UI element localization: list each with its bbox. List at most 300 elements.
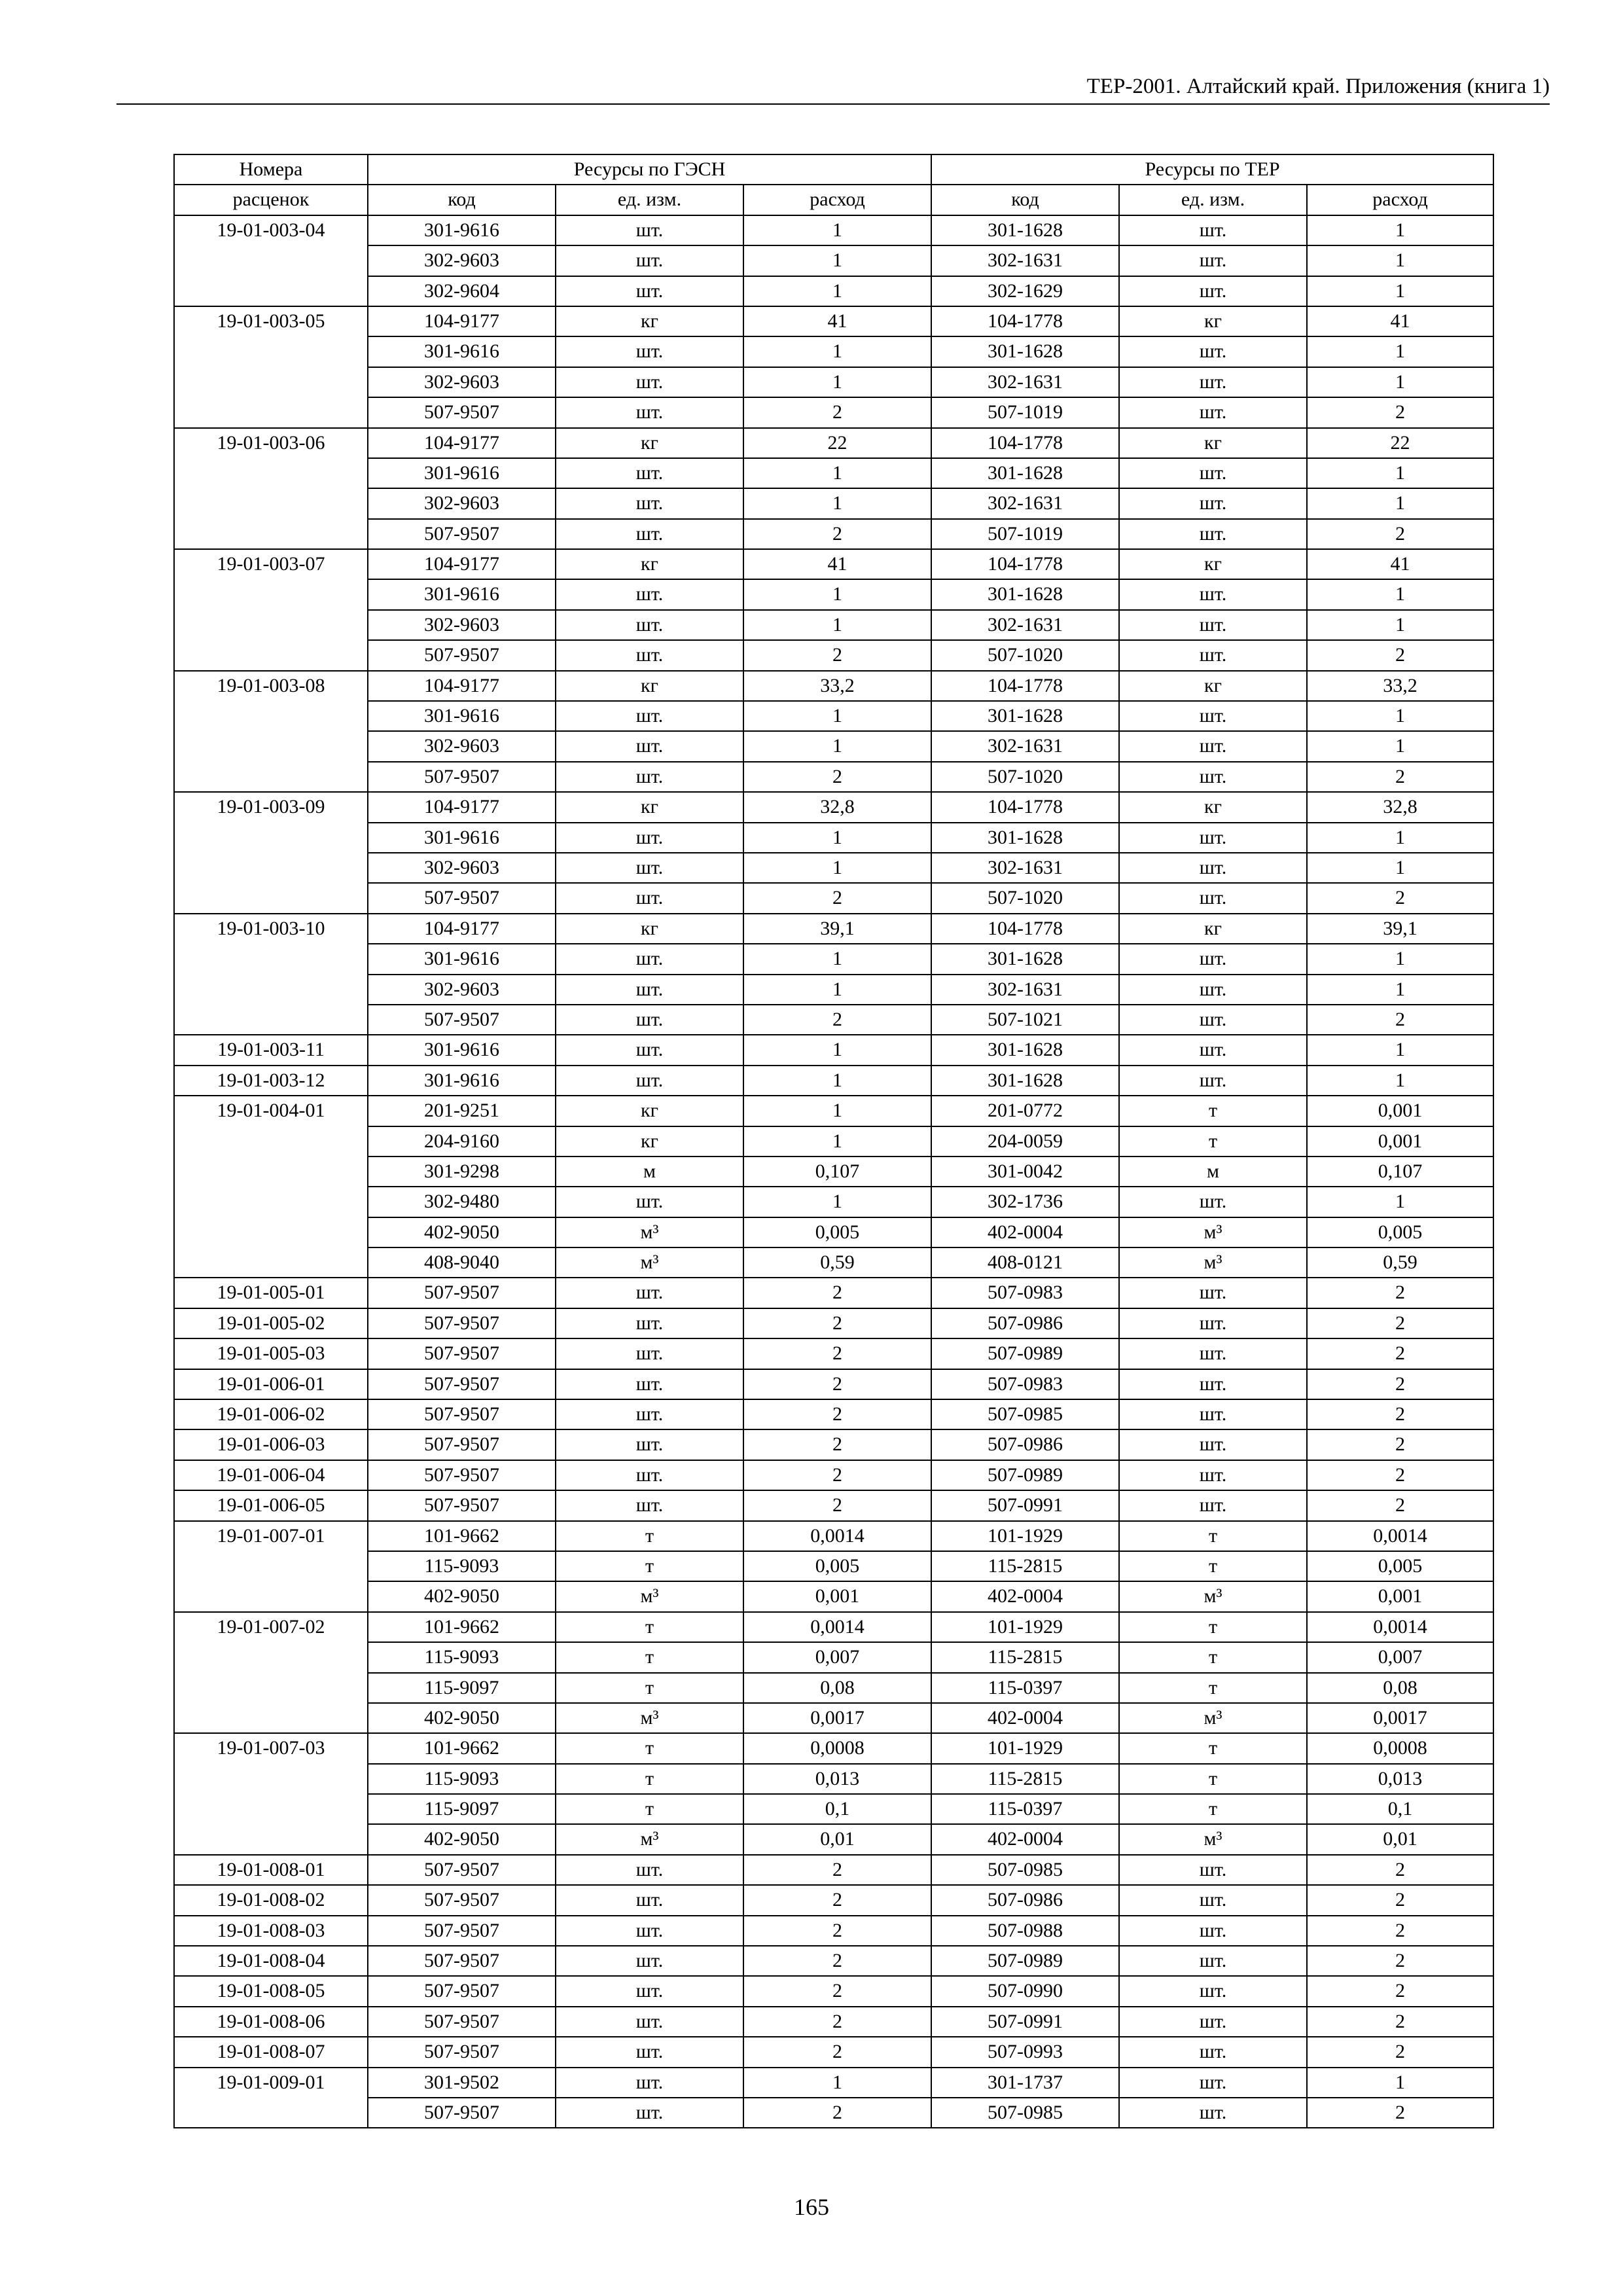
ter-code-cell: 301-1628 xyxy=(931,1035,1119,1065)
ter-qty-cell: 22 xyxy=(1307,428,1493,458)
table-row xyxy=(174,276,1493,306)
gesn-qty-cell: 2 xyxy=(743,762,931,792)
table-row xyxy=(174,883,1493,913)
table-row xyxy=(174,2007,1493,2037)
ter-code-cell: 115-0397 xyxy=(931,1794,1119,1824)
ter-unit-cell: т xyxy=(1119,1733,1307,1763)
ter-unit-cell: шт. xyxy=(1119,975,1307,1005)
ter-code-cell: 301-1628 xyxy=(931,215,1119,245)
rate-number-cell: 19-01-003-05 xyxy=(174,306,368,428)
rate-number-cell: 19-01-005-03 xyxy=(174,1338,368,1369)
gesn-qty-cell: 2 xyxy=(743,397,931,427)
ter-code-cell: 301-1737 xyxy=(931,2068,1119,2098)
ter-qty-cell: 1 xyxy=(1307,245,1493,276)
header-row-2 xyxy=(174,185,1493,215)
gesn-unit-cell: шт. xyxy=(556,1308,743,1338)
gesn-qty-cell: 1 xyxy=(743,276,931,306)
table-body xyxy=(174,215,1493,2128)
ter-qty-cell: 1 xyxy=(1307,731,1493,761)
ter-qty-cell: 1 xyxy=(1307,336,1493,367)
ter-code-cell: 301-1628 xyxy=(931,944,1119,974)
gesn-unit-cell: шт. xyxy=(556,731,743,761)
ter-unit-cell: шт. xyxy=(1119,276,1307,306)
ter-qty-cell: 1 xyxy=(1307,579,1493,609)
table-row xyxy=(174,1612,1493,1642)
gesn-qty-cell: 2 xyxy=(743,1855,931,1885)
ter-qty-cell: 32,8 xyxy=(1307,792,1493,822)
ter-qty-cell: 1 xyxy=(1307,944,1493,974)
ter-unit-header: ед. изм. xyxy=(1119,185,1307,215)
ter-code-cell: 408-0121 xyxy=(931,1247,1119,1278)
gesn-qty-cell: 2 xyxy=(743,1916,931,1946)
gesn-qty-cell: 2 xyxy=(743,1369,931,1399)
gesn-qty-cell: 41 xyxy=(743,306,931,336)
header-row-1 xyxy=(174,154,1493,185)
ter-code-cell: 507-1020 xyxy=(931,640,1119,670)
ter-unit-cell: шт. xyxy=(1119,1460,1307,1490)
gesn-unit-cell: кг xyxy=(556,671,743,701)
gesn-code-cell: 302-9603 xyxy=(368,853,556,883)
ter-code-cell: 507-1020 xyxy=(931,883,1119,913)
ter-code-cell: 507-0985 xyxy=(931,1855,1119,1885)
gesn-code-cell: 507-9507 xyxy=(368,1946,556,1976)
rate-number-cell: 19-01-003-09 xyxy=(174,792,368,914)
gesn-unit-cell: шт. xyxy=(556,1490,743,1520)
ter-code-cell: 302-1629 xyxy=(931,276,1119,306)
ter-code-cell: 507-0986 xyxy=(931,1308,1119,1338)
ter-code-cell: 507-1021 xyxy=(931,1005,1119,1035)
ter-qty-cell: 2 xyxy=(1307,1460,1493,1490)
gesn-unit-cell: шт. xyxy=(556,1976,743,2006)
gesn-unit-cell: шт. xyxy=(556,1885,743,1915)
ter-unit-cell: шт. xyxy=(1119,883,1307,913)
ter-code-cell: 104-1778 xyxy=(931,549,1119,579)
gesn-code-cell: 302-9603 xyxy=(368,610,556,640)
table-row xyxy=(174,762,1493,792)
gesn-code-cell: 115-9093 xyxy=(368,1764,556,1794)
table-row xyxy=(174,2098,1493,2128)
gesn-qty-cell: 1 xyxy=(743,215,931,245)
gesn-unit-cell: кг xyxy=(556,1096,743,1126)
gesn-code-cell: 115-9093 xyxy=(368,1642,556,1672)
ter-qty-cell: 0,08 xyxy=(1307,1673,1493,1703)
gesn-code-cell: 402-9050 xyxy=(368,1703,556,1733)
gesn-qty-cell: 1 xyxy=(743,944,931,974)
table-row xyxy=(174,519,1493,549)
gesn-code-cell: 301-9616 xyxy=(368,579,556,609)
table-row xyxy=(174,549,1493,579)
gesn-qty-cell: 0,59 xyxy=(743,1247,931,1278)
ter-code-cell: 302-1631 xyxy=(931,245,1119,276)
gesn-unit-cell: шт. xyxy=(556,640,743,670)
ter-code-cell: 302-1736 xyxy=(931,1187,1119,1217)
gesn-code-cell: 507-9507 xyxy=(368,1369,556,1399)
ter-unit-cell: шт. xyxy=(1119,488,1307,518)
gesn-unit-cell: шт. xyxy=(556,823,743,853)
gesn-unit-cell: м³ xyxy=(556,1581,743,1611)
rate-number-cell: 19-01-003-06 xyxy=(174,428,368,550)
gesn-code-cell: 104-9177 xyxy=(368,549,556,579)
gesn-code-cell: 507-9507 xyxy=(368,1490,556,1520)
ter-code-cell: 101-1929 xyxy=(931,1521,1119,1551)
ter-qty-cell: 0,001 xyxy=(1307,1126,1493,1157)
ter-qty-cell: 2 xyxy=(1307,883,1493,913)
ter-code-cell: 115-0397 xyxy=(931,1673,1119,1703)
gesn-qty-cell: 2 xyxy=(743,1338,931,1369)
table-row xyxy=(174,1460,1493,1490)
table-row xyxy=(174,1521,1493,1551)
ter-code-cell: 301-1628 xyxy=(931,1066,1119,1096)
ter-unit-cell: кг xyxy=(1119,792,1307,822)
rate-number-cell: 19-01-008-07 xyxy=(174,2037,368,2067)
gesn-code-cell: 507-9507 xyxy=(368,519,556,549)
gesn-qty-cell: 1 xyxy=(743,701,931,731)
ter-code-cell: 104-1778 xyxy=(931,792,1119,822)
gesn-qty-cell: 2 xyxy=(743,1278,931,1308)
gesn-qty-cell: 1 xyxy=(743,245,931,276)
table-row xyxy=(174,458,1493,488)
ter-qty-header: расход xyxy=(1307,185,1493,215)
ter-qty-cell: 1 xyxy=(1307,1066,1493,1096)
gesn-qty-cell: 2 xyxy=(743,640,931,670)
table-row xyxy=(174,1399,1493,1429)
ter-qty-cell: 39,1 xyxy=(1307,914,1493,944)
ter-unit-cell: шт. xyxy=(1119,762,1307,792)
gesn-unit-cell: шт. xyxy=(556,2068,743,2098)
table-row xyxy=(174,1916,1493,1946)
gesn-unit-cell: шт. xyxy=(556,975,743,1005)
ter-unit-cell: кг xyxy=(1119,914,1307,944)
ter-unit-cell: кг xyxy=(1119,549,1307,579)
ter-qty-cell: 2 xyxy=(1307,762,1493,792)
ter-unit-cell: шт. xyxy=(1119,944,1307,974)
ter-unit-cell: шт. xyxy=(1119,701,1307,731)
ter-code-cell: 301-1628 xyxy=(931,458,1119,488)
gesn-code-cell: 507-9507 xyxy=(368,1005,556,1035)
ter-code-cell: 507-1019 xyxy=(931,519,1119,549)
table-row xyxy=(174,1278,1493,1308)
ter-unit-cell: шт. xyxy=(1119,1338,1307,1369)
gesn-unit-cell: т xyxy=(556,1673,743,1703)
gesn-qty-cell: 0,005 xyxy=(743,1551,931,1581)
gesn-unit-cell: шт. xyxy=(556,2007,743,2037)
ter-unit-cell: шт. xyxy=(1119,1066,1307,1096)
gesn-unit-cell: шт. xyxy=(556,1855,743,1885)
ter-unit-cell: шт. xyxy=(1119,2007,1307,2037)
table-row xyxy=(174,944,1493,974)
ter-unit-cell: шт. xyxy=(1119,1916,1307,1946)
table-row xyxy=(174,853,1493,883)
gesn-unit-cell: т xyxy=(556,1521,743,1551)
gesn-code-cell: 104-9177 xyxy=(368,306,556,336)
ter-qty-cell: 2 xyxy=(1307,1976,1493,2006)
table-row xyxy=(174,671,1493,701)
ter-qty-cell: 0,0008 xyxy=(1307,1733,1493,1763)
table-row xyxy=(174,245,1493,276)
ter-qty-cell: 1 xyxy=(1307,853,1493,883)
ter-unit-cell: шт. xyxy=(1119,458,1307,488)
ter-qty-cell: 1 xyxy=(1307,1035,1493,1065)
ter-unit-cell: т xyxy=(1119,1612,1307,1642)
ter-qty-cell: 1 xyxy=(1307,215,1493,245)
ter-unit-cell: шт. xyxy=(1119,610,1307,640)
gesn-qty-cell: 2 xyxy=(743,883,931,913)
gesn-qty-cell: 0,107 xyxy=(743,1157,931,1187)
gesn-code-cell: 408-9040 xyxy=(368,1247,556,1278)
table-row xyxy=(174,1187,1493,1217)
gesn-qty-cell: 0,08 xyxy=(743,1673,931,1703)
gesn-qty-cell: 1 xyxy=(743,336,931,367)
table-row xyxy=(174,2068,1493,2098)
ter-code-cell: 101-1929 xyxy=(931,1612,1119,1642)
gesn-unit-cell: шт. xyxy=(556,245,743,276)
ter-unit-cell: шт. xyxy=(1119,519,1307,549)
ter-unit-cell: шт. xyxy=(1119,1035,1307,1065)
gesn-code-cell: 507-9507 xyxy=(368,1338,556,1369)
table-row xyxy=(174,1096,1493,1126)
gesn-code-cell: 301-9616 xyxy=(368,1035,556,1065)
gesn-qty-cell: 0,0014 xyxy=(743,1612,931,1642)
ter-unit-cell: шт. xyxy=(1119,397,1307,427)
gesn-qty-cell: 1 xyxy=(743,488,931,518)
ter-qty-cell: 2 xyxy=(1307,519,1493,549)
ter-qty-cell: 0,0014 xyxy=(1307,1521,1493,1551)
gesn-unit-cell: т xyxy=(556,1764,743,1794)
ter-qty-cell: 2 xyxy=(1307,2098,1493,2128)
ter-code-cell: 507-0986 xyxy=(931,1885,1119,1915)
ter-qty-cell: 2 xyxy=(1307,1429,1493,1460)
gesn-qty-cell: 1 xyxy=(743,579,931,609)
table-row xyxy=(174,1369,1493,1399)
ter-qty-cell: 0,013 xyxy=(1307,1764,1493,1794)
ter-qty-cell: 0,0017 xyxy=(1307,1703,1493,1733)
ter-qty-cell: 1 xyxy=(1307,276,1493,306)
table-row xyxy=(174,1066,1493,1096)
gesn-unit-cell: шт. xyxy=(556,1187,743,1217)
ter-qty-cell: 1 xyxy=(1307,2068,1493,2098)
table-row xyxy=(174,1217,1493,1247)
gesn-qty-cell: 2 xyxy=(743,519,931,549)
gesn-qty-cell: 0,0014 xyxy=(743,1521,931,1551)
ter-unit-cell: м³ xyxy=(1119,1581,1307,1611)
ter-qty-cell: 2 xyxy=(1307,1490,1493,1520)
header-rule xyxy=(116,103,1550,105)
ter-qty-cell: 0,005 xyxy=(1307,1551,1493,1581)
gesn-qty-cell: 2 xyxy=(743,1490,931,1520)
gesn-code-cell: 302-9603 xyxy=(368,975,556,1005)
ter-qty-cell: 2 xyxy=(1307,1308,1493,1338)
ter-code-cell: 302-1631 xyxy=(931,610,1119,640)
gesn-unit-cell: шт. xyxy=(556,519,743,549)
rate-number-cell: 19-01-008-06 xyxy=(174,2007,368,2037)
gesn-code-cell: 104-9177 xyxy=(368,914,556,944)
gesn-unit-cell: м³ xyxy=(556,1217,743,1247)
ter-unit-cell: шт. xyxy=(1119,1005,1307,1035)
gesn-unit-cell: шт. xyxy=(556,1399,743,1429)
ter-code-cell: 104-1778 xyxy=(931,428,1119,458)
table-row xyxy=(174,428,1493,458)
gesn-code-cell: 302-9604 xyxy=(368,276,556,306)
table-row xyxy=(174,1794,1493,1824)
ter-code-cell: 302-1631 xyxy=(931,731,1119,761)
rate-number-cell: 19-01-003-11 xyxy=(174,1035,368,1065)
gesn-code-cell: 507-9507 xyxy=(368,1308,556,1338)
ter-unit-cell: т xyxy=(1119,1126,1307,1157)
ter-qty-cell: 2 xyxy=(1307,1946,1493,1976)
ter-code-cell: 101-1929 xyxy=(931,1733,1119,1763)
ter-code-cell: 104-1778 xyxy=(931,914,1119,944)
ter-code-cell: 507-0990 xyxy=(931,1976,1119,2006)
ter-unit-cell: шт. xyxy=(1119,640,1307,670)
ter-code-cell: 507-0989 xyxy=(931,1338,1119,1369)
table-row xyxy=(174,1855,1493,1885)
ter-qty-cell: 2 xyxy=(1307,1885,1493,1915)
ter-qty-cell: 1 xyxy=(1307,488,1493,518)
table-row xyxy=(174,1429,1493,1460)
ter-code-cell: 302-1631 xyxy=(931,367,1119,397)
ter-unit-cell: шт. xyxy=(1119,579,1307,609)
table-row xyxy=(174,792,1493,822)
rate-number-cell: 19-01-006-01 xyxy=(174,1369,368,1399)
rate-number-cell: 19-01-007-03 xyxy=(174,1733,368,1855)
gesn-unit-cell: т xyxy=(556,1733,743,1763)
gesn-unit-cell: шт. xyxy=(556,762,743,792)
ter-unit-cell: шт. xyxy=(1119,2037,1307,2067)
ter-unit-cell: кг xyxy=(1119,671,1307,701)
gesn-qty-cell: 2 xyxy=(743,1005,931,1035)
gesn-code-cell: 101-9662 xyxy=(368,1521,556,1551)
table-row xyxy=(174,1976,1493,2006)
gesn-code-cell: 402-9050 xyxy=(368,1217,556,1247)
ter-unit-cell: т xyxy=(1119,1551,1307,1581)
table-row xyxy=(174,1703,1493,1733)
table-row xyxy=(174,1946,1493,1976)
ter-code-cell: 204-0059 xyxy=(931,1126,1119,1157)
gesn-unit-cell: м³ xyxy=(556,1247,743,1278)
gesn-unit-header: ед. изм. xyxy=(556,185,743,215)
gesn-unit-cell: кг xyxy=(556,428,743,458)
gesn-code-cell: 104-9177 xyxy=(368,671,556,701)
running-title: ТЕР-2001. Алтайский край. Приложения (книга 1) xyxy=(1086,75,1550,98)
ter-qty-cell: 1 xyxy=(1307,458,1493,488)
gesn-qty-cell: 22 xyxy=(743,428,931,458)
gesn-code-cell: 507-9507 xyxy=(368,2007,556,2037)
ter-code-cell: 201-0772 xyxy=(931,1096,1119,1126)
ter-code-cell: 115-2815 xyxy=(931,1764,1119,1794)
gesn-unit-cell: шт. xyxy=(556,367,743,397)
gesn-code-cell: 301-9616 xyxy=(368,823,556,853)
table-row xyxy=(174,215,1493,245)
rate-number-cell: 19-01-003-04 xyxy=(174,215,368,306)
rate-number-cell: 19-01-008-02 xyxy=(174,1885,368,1915)
ter-unit-cell: шт. xyxy=(1119,1429,1307,1460)
gesn-qty-cell: 2 xyxy=(743,1460,931,1490)
gesn-unit-cell: шт. xyxy=(556,1035,743,1065)
ter-code-cell: 507-0985 xyxy=(931,1399,1119,1429)
gesn-code-cell: 302-9603 xyxy=(368,731,556,761)
table-row xyxy=(174,1581,1493,1611)
gesn-qty-cell: 0,01 xyxy=(743,1824,931,1854)
ter-qty-cell: 0,005 xyxy=(1307,1217,1493,1247)
ter-qty-cell: 41 xyxy=(1307,549,1493,579)
ter-qty-cell: 2 xyxy=(1307,1278,1493,1308)
ter-code-cell: 301-1628 xyxy=(931,701,1119,731)
table-row xyxy=(174,579,1493,609)
ter-qty-cell: 0,0014 xyxy=(1307,1612,1493,1642)
table-row xyxy=(174,1005,1493,1035)
ter-unit-cell: т xyxy=(1119,1642,1307,1672)
ter-unit-cell: шт. xyxy=(1119,2098,1307,2128)
gesn-qty-cell: 2 xyxy=(743,1976,931,2006)
ter-qty-cell: 0,1 xyxy=(1307,1794,1493,1824)
ter-unit-cell: т xyxy=(1119,1673,1307,1703)
ter-qty-cell: 41 xyxy=(1307,306,1493,336)
table-row xyxy=(174,1126,1493,1157)
ter-qty-cell: 2 xyxy=(1307,1916,1493,1946)
gesn-code-cell: 201-9251 xyxy=(368,1096,556,1126)
gesn-unit-cell: м³ xyxy=(556,1824,743,1854)
ter-qty-cell: 0,107 xyxy=(1307,1157,1493,1187)
table-row xyxy=(174,1673,1493,1703)
ter-unit-cell: шт. xyxy=(1119,853,1307,883)
table-row xyxy=(174,367,1493,397)
gesn-unit-cell: шт. xyxy=(556,276,743,306)
gesn-qty-cell: 2 xyxy=(743,2007,931,2037)
gesn-code-cell: 507-9507 xyxy=(368,762,556,792)
ter-qty-cell: 1 xyxy=(1307,823,1493,853)
gesn-qty-cell: 1 xyxy=(743,1096,931,1126)
gesn-unit-cell: т xyxy=(556,1612,743,1642)
ter-code-cell: 507-0991 xyxy=(931,2007,1119,2037)
ter-unit-cell: м³ xyxy=(1119,1824,1307,1854)
gesn-qty-cell: 1 xyxy=(743,1126,931,1157)
gesn-code-cell: 302-9603 xyxy=(368,367,556,397)
table-row xyxy=(174,701,1493,731)
table-row xyxy=(174,1338,1493,1369)
gesn-unit-cell: м³ xyxy=(556,1703,743,1733)
gesn-qty-cell: 2 xyxy=(743,1946,931,1976)
table-row xyxy=(174,1642,1493,1672)
ter-code-cell: 104-1778 xyxy=(931,306,1119,336)
ter-qty-cell: 2 xyxy=(1307,397,1493,427)
ter-code-cell: 507-1019 xyxy=(931,397,1119,427)
table-row xyxy=(174,1885,1493,1915)
ter-qty-cell: 33,2 xyxy=(1307,671,1493,701)
gesn-qty-cell: 2 xyxy=(743,1399,931,1429)
ter-unit-cell: м³ xyxy=(1119,1247,1307,1278)
gesn-unit-cell: шт. xyxy=(556,1369,743,1399)
gesn-unit-cell: шт. xyxy=(556,458,743,488)
gesn-qty-cell: 1 xyxy=(743,1187,931,1217)
ter-code-cell: 507-0983 xyxy=(931,1278,1119,1308)
ter-code-cell: 507-0983 xyxy=(931,1369,1119,1399)
ter-unit-cell: шт. xyxy=(1119,1946,1307,1976)
ter-code-cell: 302-1631 xyxy=(931,975,1119,1005)
gesn-unit-cell: кг xyxy=(556,792,743,822)
gesn-qty-cell: 1 xyxy=(743,610,931,640)
gesn-unit-cell: шт. xyxy=(556,853,743,883)
ter-unit-cell: т xyxy=(1119,1521,1307,1551)
gesn-qty-cell: 0,0017 xyxy=(743,1703,931,1733)
gesn-code-cell: 101-9662 xyxy=(368,1733,556,1763)
ter-qty-cell: 1 xyxy=(1307,610,1493,640)
gesn-unit-cell: т xyxy=(556,1642,743,1672)
gesn-qty-cell: 0,0008 xyxy=(743,1733,931,1763)
gesn-code-cell: 507-9507 xyxy=(368,1855,556,1885)
ter-code-cell: 302-1631 xyxy=(931,488,1119,518)
gesn-code-cell: 301-9616 xyxy=(368,1066,556,1096)
ter-unit-cell: шт. xyxy=(1119,367,1307,397)
